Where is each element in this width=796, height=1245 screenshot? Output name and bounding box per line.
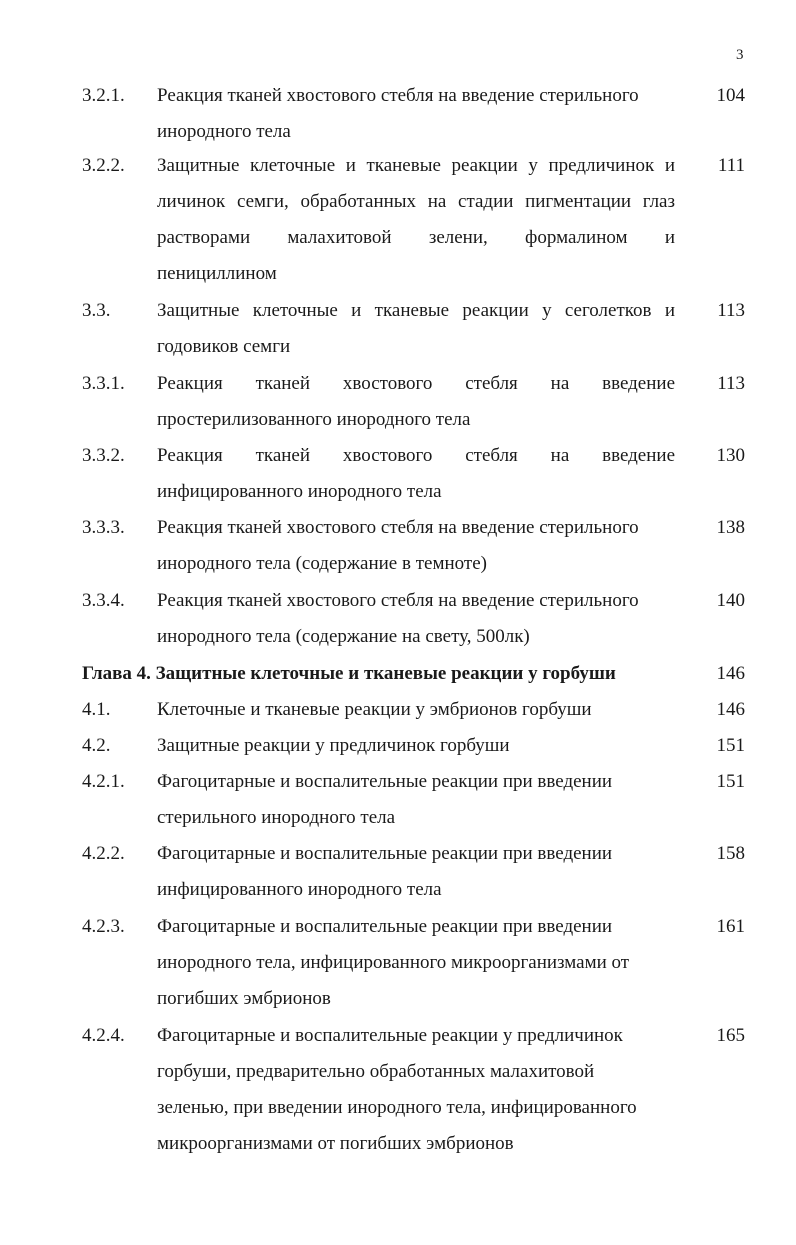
toc-entry-page: 146 — [716, 699, 745, 720]
toc-entry-title-line: инородного тела (содержание в темноте) — [157, 553, 487, 574]
toc-entry-title — [157, 366, 675, 438]
toc-entry-title — [157, 78, 675, 150]
toc-entry-title-line: Защитные клеточные и тканевые реакции у сеголетков и — [157, 300, 675, 321]
toc-entry-title-line: зеленью, при введении инородного тела, инфицированного — [157, 1097, 637, 1118]
toc-entry-number: 4.1. — [82, 699, 111, 720]
toc-entry-page: 111 — [717, 155, 745, 176]
toc-entry-page: 165 — [716, 1025, 745, 1046]
toc-entry-page: 113 — [717, 300, 745, 321]
toc-entry-title-line: Реакция тканей хвостового стебля на введение стерильного — [157, 85, 639, 106]
toc-entry-title — [157, 438, 675, 510]
toc-entry-title-line: инородного тела — [157, 121, 291, 142]
toc-entry-number: 4.2.1. — [82, 771, 125, 792]
toc-entry-title-line: личинок семги, обработанных на стадии пигментации глаз — [157, 191, 675, 212]
toc-entry-title-line: стерильного инородного тела — [157, 807, 396, 828]
toc-entry-number: 3.3.1. — [82, 373, 125, 394]
toc-entry-page: 151 — [716, 735, 745, 756]
toc-entry-title — [157, 728, 675, 764]
toc-entry-title — [157, 692, 675, 728]
page-number: 3 — [736, 47, 744, 63]
toc-entry-page: 161 — [716, 916, 745, 937]
toc-entry-page: 130 — [716, 445, 745, 466]
toc-entry-number: 3.3.4. — [82, 590, 125, 611]
toc-entry-title-line: Реакция тканей хвостового стебля на введение — [157, 373, 675, 394]
toc-entry-title-line: Защитные клеточные и тканевые реакции у предличинок и — [157, 155, 675, 176]
toc-entry-title-line: простерилизованного инородного тела — [157, 409, 471, 430]
toc-entry-title — [157, 1018, 675, 1162]
toc-entry-number: 4.2.2. — [82, 843, 125, 864]
toc-entry-title — [157, 909, 675, 1017]
toc-entry-number: 3.3.2. — [82, 445, 125, 466]
toc-entry-title-line: микроорганизмами от погибших эмбрионов — [157, 1133, 514, 1154]
toc-entry-number: 4.2.4. — [82, 1025, 125, 1046]
toc-entry-title-line: инфицированного инородного тела — [157, 879, 442, 900]
toc-entry-page: 113 — [717, 373, 745, 394]
toc-entry-title-line: Реакция тканей хвостового стебля на введение стерильного — [157, 517, 639, 538]
toc-entry-title-line: Защитные реакции у предличинок горбуши — [157, 735, 510, 756]
chapter-title: Глава 4. Защитные клеточные и тканевые реакции у горбуши — [82, 663, 616, 684]
toc-entry-title — [157, 764, 675, 836]
toc-entry-page: 104 — [716, 85, 745, 106]
toc-entry-number: 3.2.2. — [82, 155, 125, 176]
toc-entry-number: 3.2.1. — [82, 85, 125, 106]
toc-entry-page: 151 — [716, 771, 745, 792]
toc-entry-title-line: Фагоцитарные и воспалительные реакции при введении — [157, 843, 613, 864]
toc-entry-title-line: инородного тела, инфицированного микроорганизмами от — [157, 952, 630, 973]
toc-entry-title-line: Фагоцитарные и воспалительные реакции при введении — [157, 771, 613, 792]
toc-entry-title-line: Реакция тканей хвостового стебля на введение стерильного — [157, 590, 639, 611]
toc-entry-number: 4.2.3. — [82, 916, 125, 937]
toc-entry-title-line: пенициллином — [157, 263, 277, 284]
toc-entry-title-line: Фагоцитарные и воспалительные реакции у предличинок — [157, 1025, 623, 1046]
toc-entry-page: 146 — [716, 663, 745, 684]
toc-entry-title — [157, 583, 675, 655]
toc-entry-page: 140 — [716, 590, 745, 611]
toc-entry-number: 3.3. — [82, 300, 111, 321]
toc-entry-title-line: Фагоцитарные и воспалительные реакции при введении — [157, 916, 613, 937]
toc-entry-page: 158 — [716, 843, 745, 864]
toc-entry-title-line: инородного тела (содержание на свету, 500лк) — [157, 626, 530, 647]
toc-entry-title-line: растворами малахитовой зелени, формалином и — [157, 227, 675, 248]
toc-entry-title-line: Реакция тканей хвостового стебля на введение — [157, 445, 675, 466]
toc-entry-title-line: Клеточные и тканевые реакции у эмбрионов горбуши — [157, 699, 592, 720]
toc-entry-title — [157, 836, 675, 908]
toc-entry-number: 3.3.3. — [82, 517, 125, 538]
toc-entry-number: 4.2. — [82, 735, 111, 756]
toc-entry-title-line: годовиков семги — [157, 336, 291, 357]
toc-entry-page: 138 — [716, 517, 745, 538]
toc-entry-title — [157, 293, 675, 365]
toc-entry-title — [157, 510, 675, 582]
toc-entry-title-line: горбуши, предварительно обработанных малахитовой — [157, 1061, 595, 1082]
toc-entry-title-line: погибших эмбрионов — [157, 988, 331, 1009]
toc-entry-title — [157, 148, 675, 292]
toc-entry-title-line: инфицированного инородного тела — [157, 481, 442, 502]
